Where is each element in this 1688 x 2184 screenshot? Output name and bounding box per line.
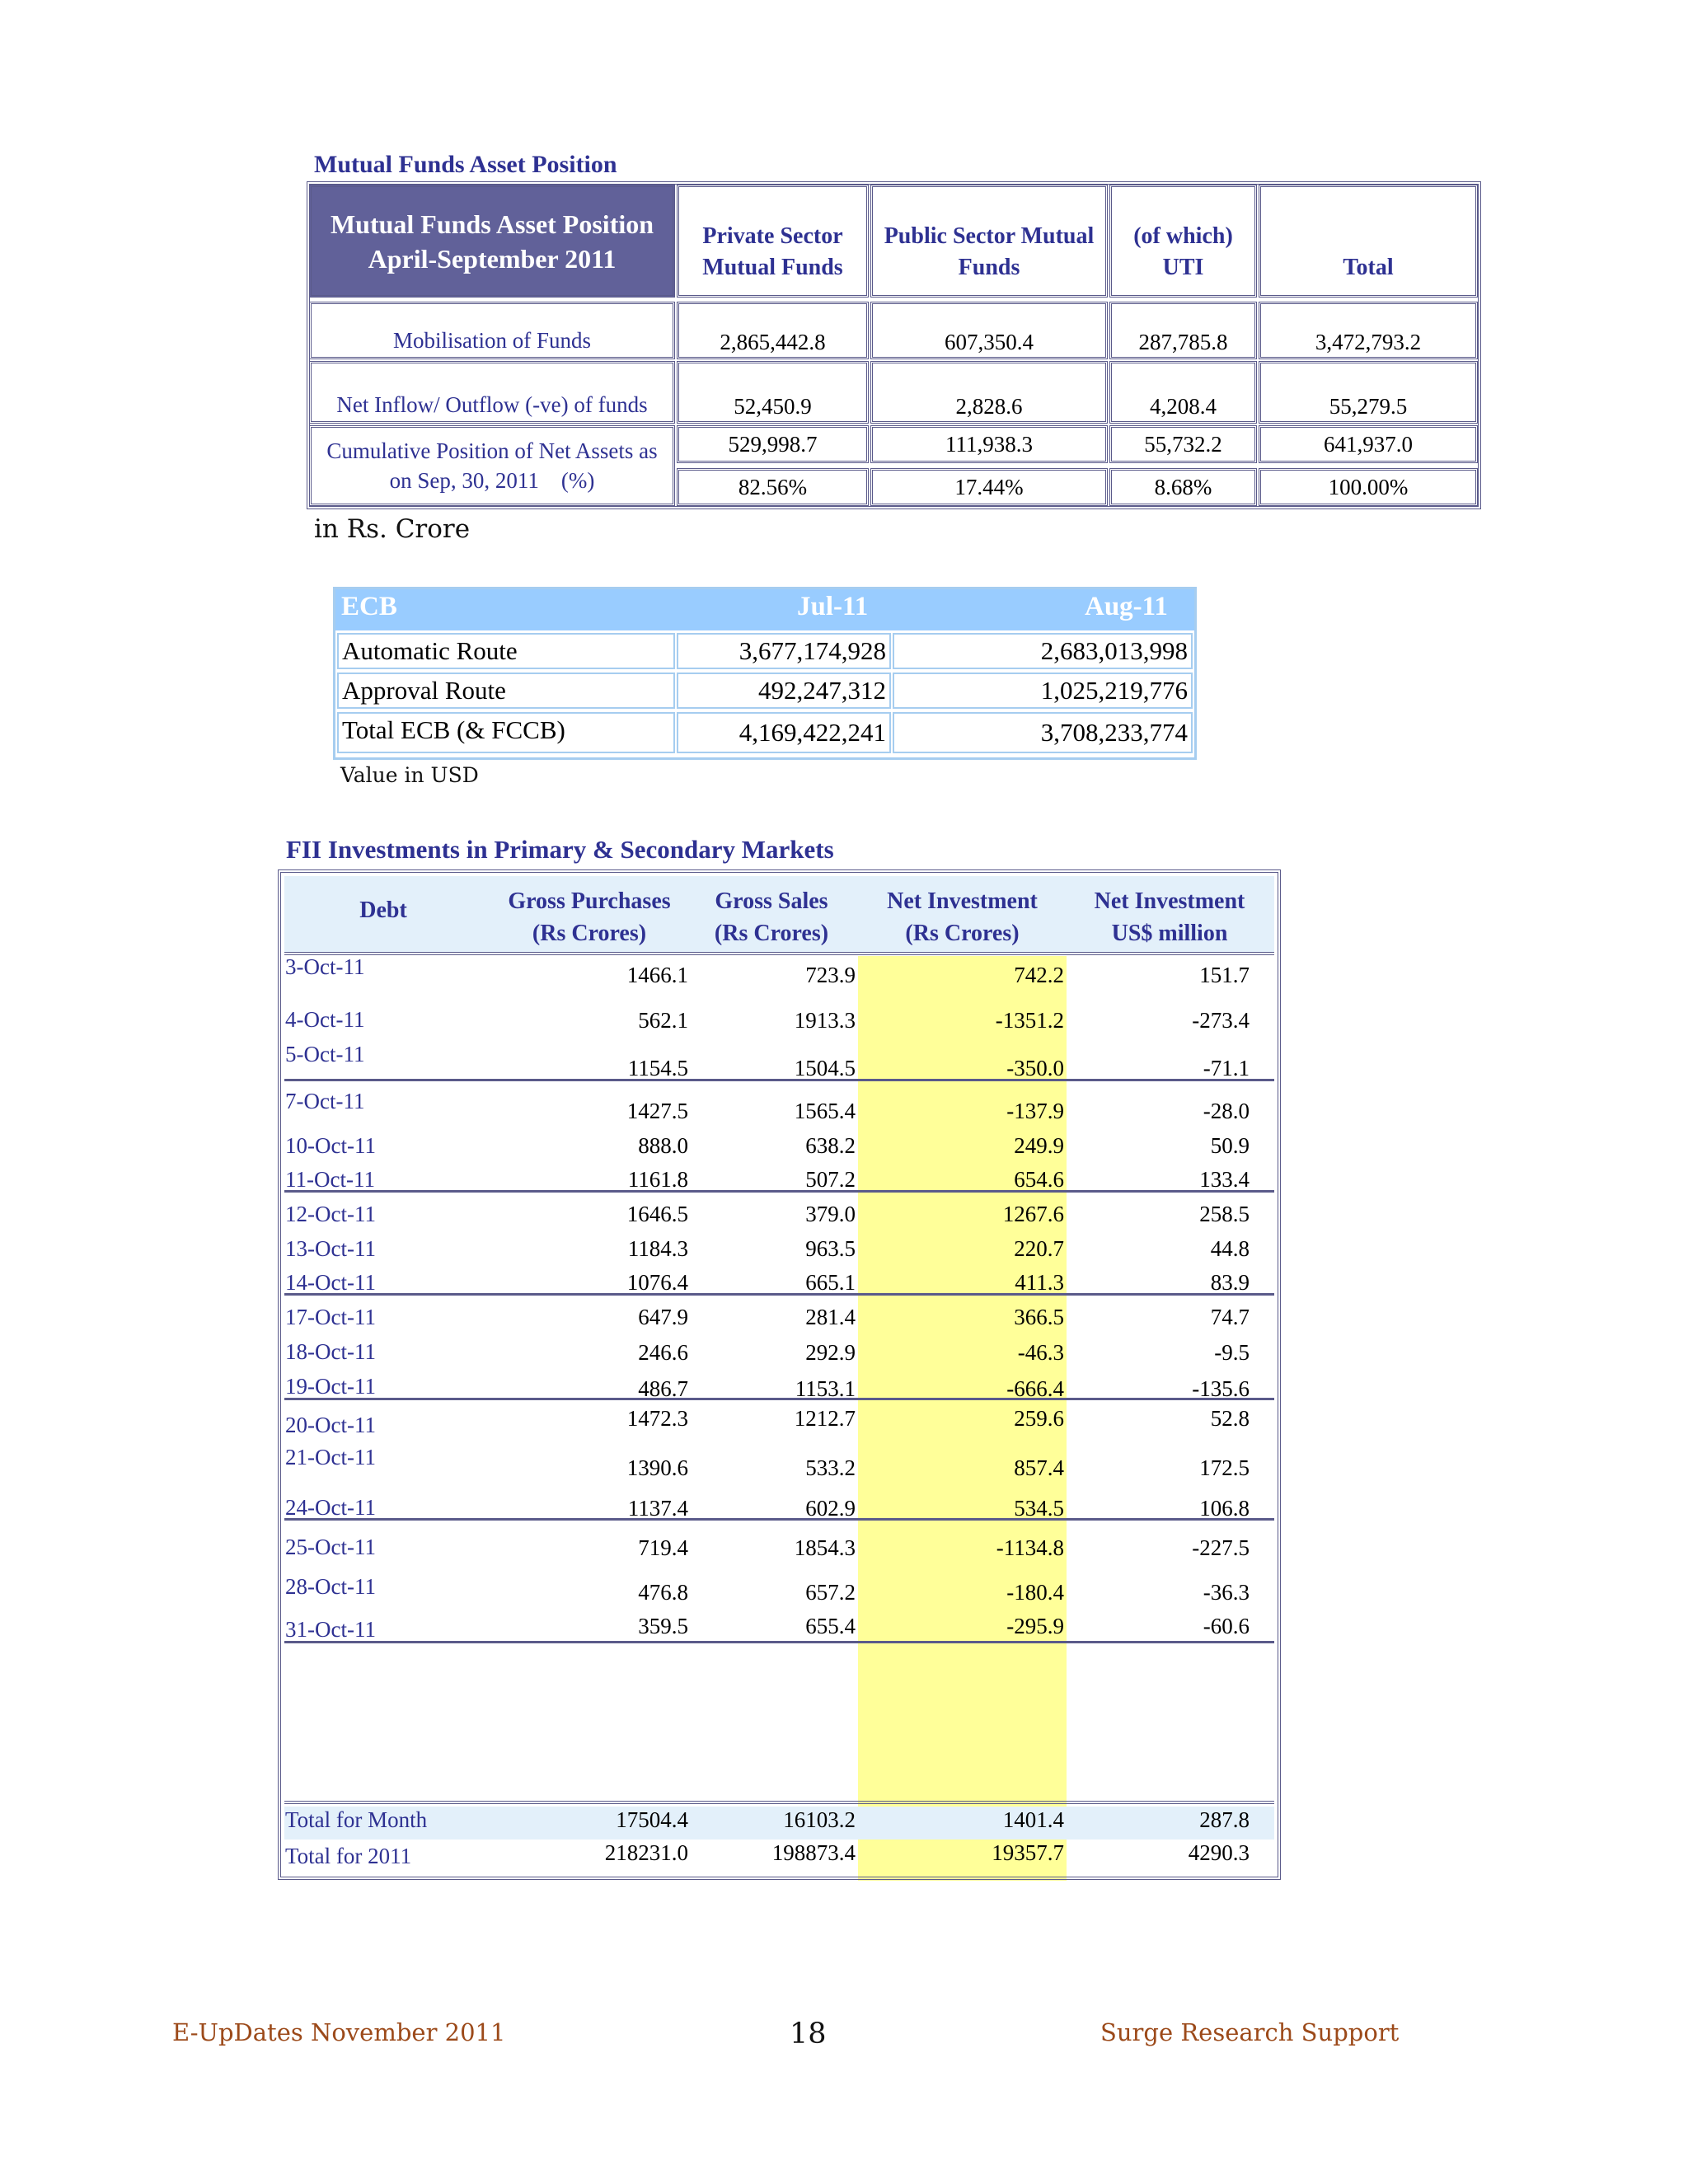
row-gross-sales: 281.4	[805, 1305, 856, 1329]
mf-cell: 4,208.4	[1109, 361, 1257, 424]
row-gross-purchases: 359.5	[638, 1614, 688, 1638]
row-net-investment-usd: 52.8	[1210, 1406, 1250, 1431]
mutual-funds-title: Mutual Funds Asset Position	[314, 151, 617, 178]
row-net-investment-usd: 133.4	[1199, 1167, 1250, 1192]
mf-col-public-line2: Funds	[958, 255, 1020, 280]
row-date: 5-Oct-11	[285, 1042, 365, 1066]
row-gross-sales: 1913.3	[794, 1008, 856, 1033]
mf-header-main	[309, 185, 675, 298]
row-net-investment-usd: -60.6	[1203, 1614, 1250, 1638]
fii-separator	[284, 952, 1274, 955]
ecb-cell-jul: 3,677,174,928	[677, 633, 891, 669]
row-net-investment-usd: 106.8	[1199, 1496, 1250, 1521]
table-row	[0, 1270, 1688, 1301]
mf-unit-note: in Rs. Crore	[314, 514, 471, 544]
fii-header-us-line2: US$ million	[1111, 921, 1228, 946]
row-net-investment-rs: -350.0	[1006, 1056, 1064, 1080]
page-number: 18	[790, 2018, 827, 2050]
row-net-investment-rs: 259.6	[1014, 1406, 1064, 1431]
row-gross-sales: 507.2	[805, 1167, 856, 1192]
mf-col-uti-line2: UTI	[1162, 255, 1204, 280]
fii-separator	[284, 1801, 1274, 1804]
row-net-investment-rs: 411.3	[1015, 1270, 1064, 1295]
ecb-cell-aug: 2,683,013,998	[893, 633, 1193, 669]
row-gross-sales: 1504.5	[794, 1056, 856, 1080]
row-net-investment-rs: 249.9	[1014, 1133, 1064, 1158]
mf-cell: 52,450.9	[677, 361, 869, 424]
row-net-investment-rs: -666.4	[1006, 1376, 1064, 1401]
mf-cell: 82.56%	[677, 468, 869, 506]
mf-cell: 55,732.2	[1109, 425, 1257, 463]
mf-col-uti-line1: (of which)	[1133, 223, 1233, 249]
table-row	[0, 954, 1688, 994]
table-row	[0, 1574, 1688, 1611]
row-gross-sales: 655.4	[805, 1614, 856, 1638]
table-row	[0, 1614, 1688, 1645]
mf-col-total-line2: Total	[1343, 255, 1394, 280]
row-net-investment-usd: -28.0	[1203, 1099, 1250, 1123]
row-net-investment-usd: -227.5	[1192, 1535, 1250, 1560]
footer-right: Surge Research Support	[1100, 2018, 1400, 2046]
row-gross-sales: 1153.1	[795, 1376, 856, 1401]
mf-row-label: Net Inflow/ Outflow (-ve) of funds	[309, 361, 675, 424]
table-row	[0, 1496, 1688, 1527]
row-net-investment-rs: 654.6	[1014, 1167, 1064, 1192]
row-net-investment-usd: -71.1	[1203, 1056, 1250, 1080]
mf-col-private-line1: Private Sector	[702, 223, 843, 249]
table-row	[0, 1008, 1688, 1039]
row-net-investment-rs: -1351.2	[995, 1008, 1064, 1033]
fii-header-gs-line2: (Rs Crores)	[714, 921, 829, 946]
fii-header-gp-line1: Gross Purchases	[508, 888, 671, 914]
row-net-investment-usd: 151.7	[1199, 963, 1250, 987]
row-net-investment-rs: 19357.7	[992, 1840, 1064, 1865]
mf-row-label: Mobilisation of Funds	[309, 302, 675, 359]
table-row-total	[0, 1840, 1688, 1872]
row-net-investment-rs: 857.4	[1014, 1455, 1064, 1480]
row-date: 17-Oct-11	[285, 1305, 376, 1329]
row-gross-purchases: 486.7	[638, 1376, 688, 1401]
mf-cell: 8.68%	[1109, 468, 1257, 506]
row-net-investment-rs: -137.9	[1006, 1099, 1064, 1123]
ecb-row-label: Total ECB (& FCCB)	[337, 712, 675, 753]
row-date: 10-Oct-11	[285, 1133, 376, 1158]
mf-cumulative-label	[309, 425, 675, 506]
mf-header-main-line2: April-September 2011	[368, 243, 617, 274]
row-date: 31-Oct-11	[285, 1617, 376, 1642]
row-gross-purchases: 1390.6	[626, 1455, 688, 1480]
mf-col-private-line2: Mutual Funds	[702, 255, 843, 280]
mf-cell: 2,865,442.8	[677, 302, 869, 359]
row-net-investment-usd: 83.9	[1210, 1270, 1250, 1295]
row-gross-sales: 1212.7	[794, 1406, 856, 1431]
row-net-investment-rs: 220.7	[1014, 1236, 1064, 1261]
row-date: 3-Oct-11	[285, 954, 365, 979]
row-gross-sales: 723.9	[805, 963, 856, 987]
row-gross-sales: 657.2	[805, 1580, 856, 1605]
row-gross-purchases: 17504.4	[616, 1807, 688, 1832]
row-date: Total for Month	[285, 1807, 428, 1832]
mf-cumulative-label-line1: Cumulative Position of Net Assets as	[326, 438, 658, 463]
row-gross-sales: 533.2	[805, 1455, 856, 1480]
row-gross-purchases: 1076.4	[626, 1270, 688, 1295]
row-net-investment-rs: -1134.8	[996, 1535, 1064, 1560]
row-net-investment-rs: 1267.6	[1002, 1202, 1064, 1226]
fii-header-gp-line2: (Rs Crores)	[532, 921, 647, 946]
row-net-investment-rs: -46.3	[1017, 1340, 1064, 1365]
table-row	[0, 1305, 1688, 1336]
row-date: 18-Oct-11	[285, 1339, 376, 1364]
row-gross-sales: 292.9	[805, 1340, 856, 1365]
mf-cell: 17.44%	[870, 468, 1108, 506]
mf-cell: 111,938.3	[870, 425, 1108, 463]
row-date: 25-Oct-11	[285, 1535, 376, 1559]
row-net-investment-usd: 74.7	[1210, 1305, 1250, 1329]
row-gross-sales: 665.1	[805, 1270, 856, 1295]
mf-cell: 3,472,793.2	[1259, 302, 1478, 359]
mf-col-public-line1: Public Sector Mutual	[884, 223, 1095, 249]
row-gross-purchases: 719.4	[638, 1535, 688, 1560]
row-gross-purchases: 1161.8	[627, 1167, 688, 1192]
row-date: 14-Oct-11	[285, 1270, 376, 1295]
fii-header-us-line1: Net Investment	[1094, 888, 1245, 914]
mf-header-main-line1: Mutual Funds Asset Position	[330, 209, 654, 239]
ecb-cell-jul: 4,169,422,241	[677, 712, 891, 753]
row-date: 20-Oct-11	[285, 1413, 376, 1437]
row-gross-purchases: 1154.5	[627, 1056, 688, 1080]
fii-header-net-inv-usd	[1067, 885, 1273, 949]
fii-header-net-inv-rs	[858, 885, 1067, 949]
fii-header-gross-purchases	[486, 885, 692, 949]
mf-cell: 529,998.7	[677, 425, 869, 463]
ecb-header-aug: Aug-11	[1085, 592, 1168, 621]
table-row	[0, 1376, 1688, 1408]
row-gross-sales: 638.2	[805, 1133, 856, 1158]
row-net-investment-rs: -180.4	[1006, 1580, 1064, 1605]
mf-header-total	[1259, 185, 1478, 298]
fii-header-ni-line2: (Rs Crores)	[905, 921, 1020, 946]
row-gross-purchases: 1472.3	[626, 1406, 688, 1431]
row-date: 13-Oct-11	[285, 1236, 376, 1261]
row-date: 4-Oct-11	[285, 1007, 365, 1032]
row-net-investment-usd: 258.5	[1199, 1202, 1250, 1226]
row-date: 11-Oct-11	[285, 1167, 375, 1192]
table-row	[0, 1133, 1688, 1165]
row-net-investment-usd: -135.6	[1192, 1376, 1250, 1401]
ecb-header-label: ECB	[341, 592, 397, 621]
row-gross-purchases: 888.0	[638, 1133, 688, 1158]
mf-header-public	[870, 185, 1108, 298]
row-net-investment-usd: -9.5	[1214, 1340, 1250, 1365]
ecb-cell-jul: 492,247,312	[677, 673, 891, 709]
row-gross-sales: 379.0	[805, 1202, 856, 1226]
row-net-investment-rs: 534.5	[1014, 1496, 1064, 1521]
row-net-investment-usd: -36.3	[1203, 1580, 1250, 1605]
row-gross-purchases: 1646.5	[626, 1202, 688, 1226]
ecb-header-row	[335, 589, 1194, 630]
row-net-investment-rs: -295.9	[1006, 1614, 1064, 1638]
fii-header-gs-line1: Gross Sales	[715, 888, 828, 914]
row-date: Total for 2011	[285, 1844, 412, 1868]
table-row-total	[0, 1807, 1688, 1839]
mf-header-private	[677, 185, 869, 298]
ecb-row-label: Approval Route	[337, 673, 675, 709]
row-net-investment-rs: 1401.4	[1002, 1807, 1064, 1832]
mf-cell: 641,937.0	[1259, 425, 1478, 463]
row-net-investment-usd: 172.5	[1199, 1455, 1250, 1480]
row-gross-purchases: 647.9	[638, 1305, 688, 1329]
ecb-row-label: Automatic Route	[337, 633, 675, 669]
row-net-investment-usd: 287.8	[1199, 1807, 1250, 1832]
fii-header-debt: Debt	[359, 898, 407, 923]
row-gross-purchases: 1427.5	[626, 1099, 688, 1123]
row-net-investment-rs: 366.5	[1014, 1305, 1064, 1329]
row-gross-purchases: 476.8	[638, 1580, 688, 1605]
fii-header-ni-line1: Net Investment	[887, 888, 1038, 914]
fii-title: FII Investments in Primary & Secondary Markets	[286, 835, 834, 864]
table-row	[0, 1167, 1688, 1198]
mf-cell: 607,350.4	[870, 302, 1108, 359]
mf-cumulative-label-line2: on Sep, 30, 2011 (%)	[389, 468, 595, 493]
table-row	[0, 1445, 1688, 1487]
row-gross-sales: 1565.4	[794, 1099, 856, 1123]
row-gross-purchases: 562.1	[638, 1008, 688, 1033]
table-row	[0, 1089, 1688, 1130]
mf-cell: 100.00%	[1259, 468, 1478, 506]
row-net-investment-usd: 44.8	[1210, 1236, 1250, 1261]
row-date: 7-Oct-11	[285, 1089, 365, 1113]
table-row	[0, 1535, 1688, 1567]
row-gross-sales: 602.9	[805, 1496, 856, 1521]
table-row	[0, 1340, 1688, 1371]
row-date: 12-Oct-11	[285, 1202, 376, 1226]
row-gross-purchases: 1184.3	[627, 1236, 688, 1261]
row-gross-purchases: 218231.0	[604, 1840, 688, 1865]
row-gross-purchases: 246.6	[638, 1340, 688, 1365]
row-net-investment-usd: -273.4	[1192, 1008, 1250, 1033]
row-net-investment-rs: 742.2	[1014, 963, 1064, 987]
mf-cell: 2,828.6	[870, 361, 1108, 424]
row-gross-sales: 16103.2	[783, 1807, 856, 1832]
row-gross-purchases: 1466.1	[626, 963, 688, 987]
row-date: 21-Oct-11	[285, 1445, 376, 1469]
mf-header-uti	[1109, 185, 1257, 298]
row-gross-purchases: 1137.4	[627, 1496, 688, 1521]
ecb-unit-note: Value in USD	[340, 763, 479, 787]
row-date: 19-Oct-11	[285, 1374, 376, 1399]
table-row	[0, 1202, 1688, 1233]
row-net-investment-usd: 50.9	[1210, 1133, 1250, 1158]
footer-left: E-UpDates November 2011	[172, 2018, 506, 2046]
mf-cell: 287,785.8	[1109, 302, 1257, 359]
row-gross-sales: 198873.4	[771, 1840, 856, 1865]
table-row	[0, 1042, 1688, 1087]
table-row	[0, 1406, 1688, 1437]
row-net-investment-usd: 4290.3	[1188, 1840, 1250, 1865]
table-row	[0, 1236, 1688, 1268]
ecb-header-jul: Jul-11	[797, 592, 869, 621]
ecb-cell-aug: 3,708,233,774	[893, 712, 1193, 753]
fii-header-gross-sales	[697, 885, 846, 949]
row-date: 24-Oct-11	[285, 1495, 376, 1520]
row-gross-sales: 1854.3	[794, 1535, 856, 1560]
row-gross-sales: 963.5	[805, 1236, 856, 1261]
mf-cell: 55,279.5	[1259, 361, 1478, 424]
row-date: 28-Oct-11	[285, 1574, 376, 1599]
ecb-cell-aug: 1,025,219,776	[893, 673, 1193, 709]
